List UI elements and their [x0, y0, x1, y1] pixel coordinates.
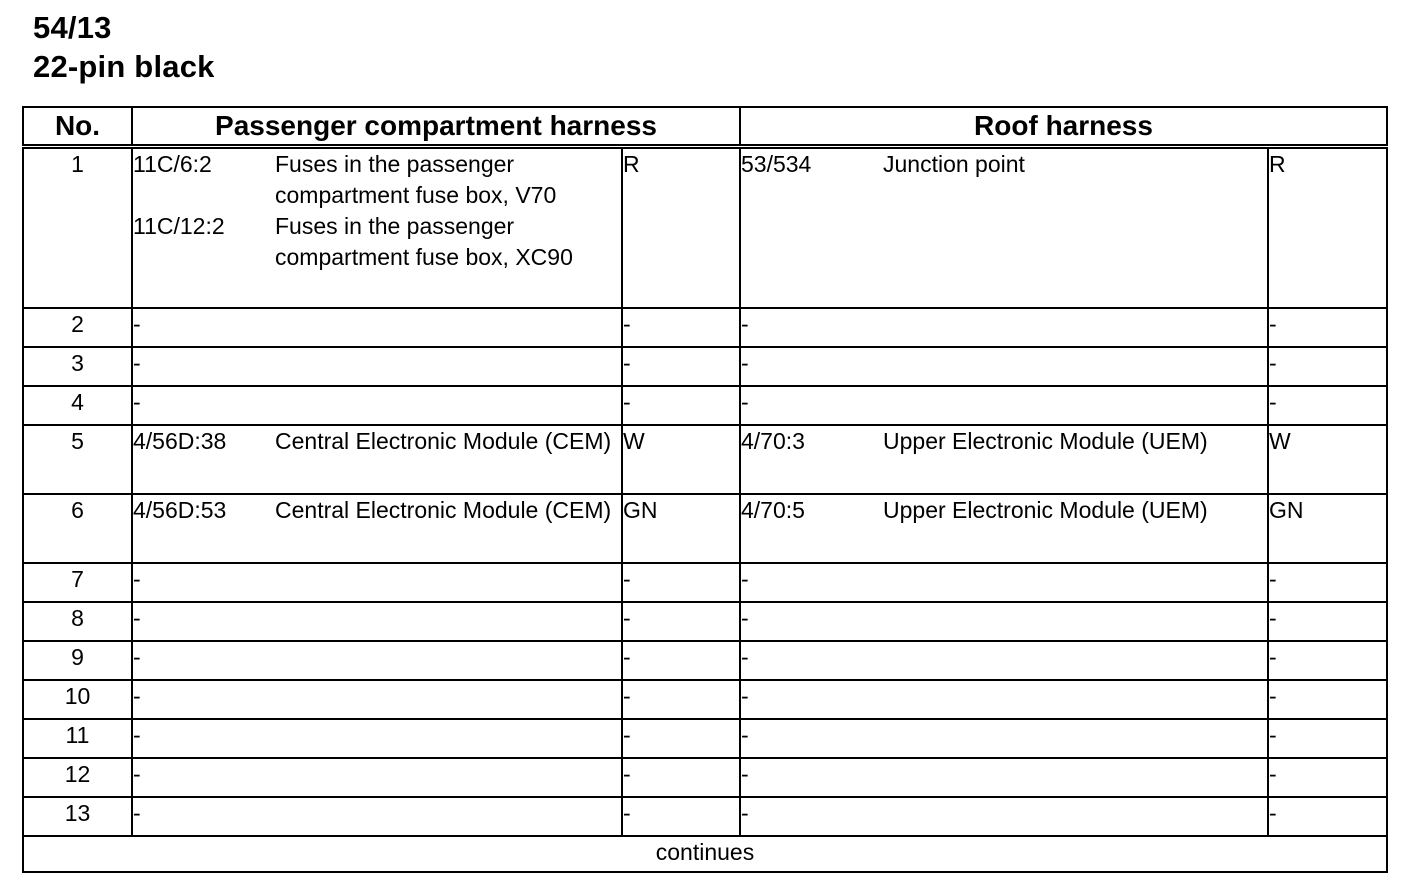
left-harness-connection	[132, 494, 622, 563]
left-harness-connection	[132, 797, 622, 836]
left-harness-connection	[132, 758, 622, 797]
left-harness-connection	[132, 147, 622, 309]
connection-id: 11C/12:2	[133, 213, 225, 239]
connection-description	[883, 348, 1267, 379]
connection-description	[275, 309, 621, 340]
right-harness-connection	[740, 680, 1268, 719]
connection-entry	[133, 798, 621, 829]
table-row	[23, 680, 1387, 719]
connection-description: Upper Electronic Module (UEM)	[883, 497, 1208, 523]
connection-entry	[133, 387, 621, 418]
connection-id: -	[741, 683, 749, 709]
connection-description	[275, 603, 621, 634]
connection-description: Fuses in the passenger compartment fuse box, XC90	[275, 213, 573, 270]
connection-entry	[133, 149, 621, 211]
connection-id: -	[133, 566, 141, 592]
connector-id: 54/13	[33, 10, 112, 45]
connection-entry	[133, 211, 621, 273]
header-no: No.	[23, 107, 132, 147]
table-row	[23, 719, 1387, 758]
connection-entry	[741, 564, 1267, 595]
connection-id: -	[741, 389, 749, 415]
table-body	[23, 147, 1387, 837]
left-harness-connection	[132, 563, 622, 602]
continues-note: continues	[23, 836, 1387, 872]
table-row	[23, 563, 1387, 602]
left-harness-connection	[132, 719, 622, 758]
left-wire-color: -	[622, 563, 740, 602]
right-wire-color: W	[1268, 425, 1387, 494]
right-harness-connection	[740, 494, 1268, 563]
left-harness-connection	[132, 602, 622, 641]
connection-description	[883, 720, 1267, 751]
right-wire-color: -	[1268, 602, 1387, 641]
connection-description	[883, 642, 1267, 673]
left-wire-color: -	[622, 308, 740, 347]
connection-description	[883, 387, 1267, 418]
connection-id: 4/56D:38	[133, 428, 227, 454]
connection-description	[275, 720, 621, 751]
connection-description	[275, 798, 621, 829]
connection-description: Upper Electronic Module (UEM)	[883, 428, 1208, 454]
connection-id: -	[133, 683, 141, 709]
connection-id: 4/70:3	[741, 428, 805, 454]
connection-entry	[133, 426, 621, 457]
connection-entry	[741, 759, 1267, 790]
left-wire-color: -	[622, 680, 740, 719]
connection-description	[275, 387, 621, 418]
right-harness-connection	[740, 147, 1268, 309]
table-row	[23, 308, 1387, 347]
connection-description	[275, 681, 621, 712]
connection-description	[883, 564, 1267, 595]
connection-description: Junction point	[883, 151, 1025, 177]
connection-id: -	[133, 311, 141, 337]
right-wire-color: -	[1268, 563, 1387, 602]
page-heading	[33, 8, 215, 86]
right-harness-connection	[740, 347, 1268, 386]
right-wire-color: -	[1268, 797, 1387, 836]
table-row	[23, 425, 1387, 494]
connection-entry	[741, 681, 1267, 712]
connection-id: -	[741, 350, 749, 376]
pin-number: 9	[23, 641, 132, 680]
right-harness-connection	[740, 425, 1268, 494]
connection-entry	[741, 642, 1267, 673]
connection-description	[883, 681, 1267, 712]
right-wire-color: -	[1268, 386, 1387, 425]
connection-entry	[741, 798, 1267, 829]
header-passenger-harness: Passenger compartment harness	[132, 107, 740, 147]
pin-number: 8	[23, 602, 132, 641]
connection-entry	[741, 348, 1267, 379]
right-harness-connection	[740, 797, 1268, 836]
pin-number: 3	[23, 347, 132, 386]
pin-number: 7	[23, 563, 132, 602]
header-roof-harness: Roof harness	[740, 107, 1387, 147]
table-row	[23, 347, 1387, 386]
connection-entry	[133, 642, 621, 673]
right-wire-color: -	[1268, 680, 1387, 719]
pin-number: 13	[23, 797, 132, 836]
table-row	[23, 147, 1387, 309]
connection-description	[883, 798, 1267, 829]
connection-entry	[133, 564, 621, 595]
left-wire-color: -	[622, 602, 740, 641]
right-harness-connection	[740, 641, 1268, 680]
right-wire-color: R	[1268, 147, 1387, 309]
connection-id: 11C/6:2	[133, 151, 212, 177]
connection-id: -	[133, 389, 141, 415]
connector-description: 22-pin black	[33, 49, 215, 84]
connection-id: -	[133, 800, 141, 826]
right-wire-color: -	[1268, 641, 1387, 680]
connection-entry	[741, 426, 1267, 457]
left-wire-color: -	[622, 797, 740, 836]
connection-entry	[133, 720, 621, 751]
connection-entry	[741, 603, 1267, 634]
pin-number: 11	[23, 719, 132, 758]
connector-pin-table	[22, 106, 1388, 873]
left-harness-connection	[132, 386, 622, 425]
table-footer-row	[23, 836, 1387, 872]
connection-id: -	[741, 722, 749, 748]
connection-entry	[133, 681, 621, 712]
left-wire-color: -	[622, 386, 740, 425]
left-harness-connection	[132, 425, 622, 494]
connection-entry	[741, 387, 1267, 418]
right-wire-color: GN	[1268, 494, 1387, 563]
connection-entry	[133, 759, 621, 790]
connection-id: -	[741, 311, 749, 337]
right-wire-color: -	[1268, 758, 1387, 797]
connection-entry	[133, 495, 621, 526]
right-wire-color: -	[1268, 347, 1387, 386]
connection-entry	[741, 495, 1267, 526]
connection-id: -	[741, 644, 749, 670]
connection-id: 4/56D:53	[133, 497, 227, 523]
right-harness-connection	[740, 308, 1268, 347]
table-row	[23, 602, 1387, 641]
left-harness-connection	[132, 308, 622, 347]
table-row	[23, 797, 1387, 836]
pin-number: 10	[23, 680, 132, 719]
connection-id: -	[133, 761, 141, 787]
connection-description: Fuses in the passenger compartment fuse box, V70	[275, 151, 557, 208]
connection-id: 53/534	[741, 151, 812, 177]
pin-number: 12	[23, 758, 132, 797]
connection-id: -	[741, 761, 749, 787]
connection-id: -	[133, 644, 141, 670]
left-wire-color: -	[622, 641, 740, 680]
left-harness-connection	[132, 347, 622, 386]
connection-description	[275, 564, 621, 595]
left-wire-color: R	[622, 147, 740, 309]
connection-entry	[133, 603, 621, 634]
pin-number: 1	[23, 147, 132, 309]
left-harness-connection	[132, 641, 622, 680]
connection-entry	[741, 309, 1267, 340]
connection-id: -	[741, 605, 749, 631]
table-row	[23, 758, 1387, 797]
connection-description: Central Electronic Module (CEM)	[275, 497, 612, 523]
left-wire-color: -	[622, 758, 740, 797]
right-harness-connection	[740, 719, 1268, 758]
table-row	[23, 386, 1387, 425]
left-wire-color: GN	[622, 494, 740, 563]
right-wire-color: -	[1268, 719, 1387, 758]
connection-id: 4/70:5	[741, 497, 805, 523]
table-row	[23, 494, 1387, 563]
connection-description	[275, 759, 621, 790]
connection-description	[275, 642, 621, 673]
right-wire-color: -	[1268, 308, 1387, 347]
connection-entry	[133, 309, 621, 340]
table-row	[23, 641, 1387, 680]
right-harness-connection	[740, 563, 1268, 602]
connection-entry	[741, 149, 1267, 180]
connection-description	[883, 759, 1267, 790]
pin-number: 4	[23, 386, 132, 425]
pin-number: 2	[23, 308, 132, 347]
connection-description	[883, 309, 1267, 340]
connection-id: -	[741, 566, 749, 592]
connection-id: -	[133, 350, 141, 376]
connection-description	[275, 348, 621, 379]
left-wire-color: W	[622, 425, 740, 494]
left-wire-color: -	[622, 347, 740, 386]
connection-id: -	[133, 722, 141, 748]
right-harness-connection	[740, 758, 1268, 797]
connection-description: Central Electronic Module (CEM)	[275, 428, 612, 454]
left-harness-connection	[132, 680, 622, 719]
connection-id: -	[133, 605, 141, 631]
left-wire-color: -	[622, 719, 740, 758]
table-header-row	[23, 107, 1387, 147]
pin-number: 6	[23, 494, 132, 563]
connection-entry	[133, 348, 621, 379]
pin-number: 5	[23, 425, 132, 494]
right-harness-connection	[740, 386, 1268, 425]
connection-entry	[741, 720, 1267, 751]
connection-description	[883, 603, 1267, 634]
connection-id: -	[741, 800, 749, 826]
right-harness-connection	[740, 602, 1268, 641]
